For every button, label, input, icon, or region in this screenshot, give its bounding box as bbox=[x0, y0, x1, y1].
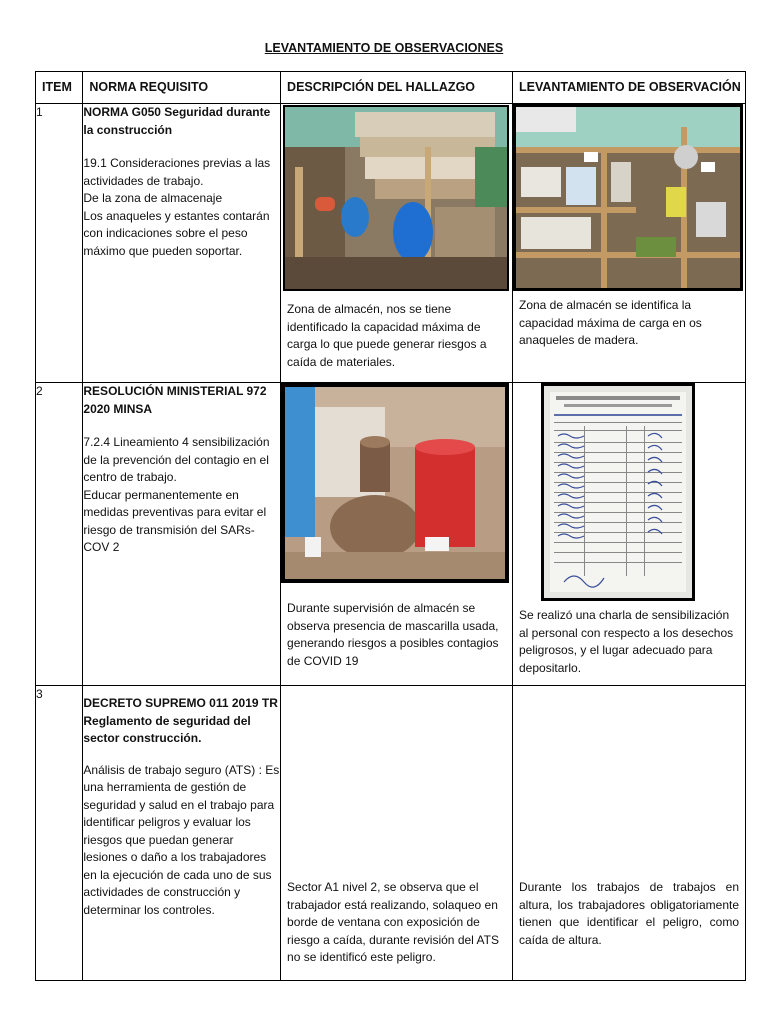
header-levantamiento: LEVANTAMIENTO DE OBSERVACIÓN bbox=[513, 72, 746, 104]
item-number: 2 bbox=[36, 383, 83, 686]
levantamiento-text: Se realizó una charla de sensibilización al personal con respecto a los desechos peligrosos, y el lugar adecuado para depositarlo. bbox=[519, 608, 734, 675]
header-descripcion: DESCRIPCIÓN DEL HALLAZGO bbox=[281, 72, 513, 104]
levantamiento-cell bbox=[513, 104, 746, 383]
observations-table bbox=[35, 71, 746, 981]
norma-cell bbox=[83, 383, 281, 686]
descripcion-cell bbox=[281, 686, 513, 981]
labeled-shelves-photo bbox=[513, 104, 743, 291]
warehouse-shelves-photo bbox=[283, 105, 509, 291]
levantamiento-cell bbox=[513, 686, 746, 981]
used-mask-photo bbox=[281, 383, 509, 583]
table-row bbox=[36, 383, 746, 686]
table-row bbox=[36, 104, 746, 383]
descripcion-text: Durante supervisión de almacén se observa presencia de mascarilla usada, generando riesgos a posibles contagios de COVID 19 bbox=[287, 601, 499, 668]
header-item: ITEM bbox=[36, 72, 83, 104]
levantamiento-text: Durante los trabajos de trabajos en altura, los trabajadores obligatoriamente tienen que identificar el peligro, como caída de altura. bbox=[519, 880, 739, 947]
descripcion-cell bbox=[281, 383, 513, 686]
descripcion-text: Zona de almacén, nos se tiene identificado la capacidad máxima de carga lo que puede generar riesgos a caída de materiales. bbox=[287, 302, 487, 369]
table-header-row bbox=[36, 72, 746, 104]
norma-cell bbox=[83, 686, 281, 981]
table-row bbox=[36, 686, 746, 981]
norma-body: Análisis de trabajo seguro (ATS) : Es una herramienta de gestión de seguridad y salud en el trabajo para identificar peligros y evaluar los riesgos que puedan generar lesiones o daño a los trabajadores en la ejecución de cada uno de sus actividades de construcción y determinar los controles. bbox=[83, 762, 280, 917]
item-number: 1 bbox=[36, 104, 83, 383]
norma-body: 19.1 Consideraciones previas a las actividades de trabajo. De la zona de almacenaje Los anaqueles y estantes contarán con indicaciones sobre el peso máximo que pueden soportar. bbox=[83, 156, 271, 258]
attendance-sheet-photo bbox=[541, 383, 695, 601]
norma-title: DECRETO SUPREMO 011 2019 TR Reglamento de seguridad del sector construcción. bbox=[83, 696, 278, 745]
item-number: 3 bbox=[36, 686, 83, 981]
levantamiento-text: Zona de almacén se identifica la capacidad máxima de carga en os anaqueles de madera. bbox=[519, 298, 702, 347]
document-title: LEVANTAMIENTO DE OBSERVACIONES bbox=[264, 41, 504, 55]
descripcion-text: Sector A1 nivel 2, se observa que el trabajador está realizando, solaqueo en borde de ventana con exposición de riesgo a caída, durante revisión del ATS no se identificó este peligro. bbox=[287, 880, 499, 964]
norma-cell bbox=[83, 104, 281, 383]
header-norma: NORMA REQUISITO bbox=[83, 72, 281, 104]
descripcion-cell bbox=[281, 104, 513, 383]
norma-title: NORMA G050 Seguridad durante la construcción bbox=[83, 105, 271, 137]
norma-title: RESOLUCIÓN MINISTERIAL 972 2020 MINSA bbox=[83, 384, 267, 416]
norma-body: 7.2.4 Lineamiento 4 sensibilización de la prevención del contagio en el centro de trabajo. Educar permanentemente en medidas preventivas para evitar el riesgo de transmisión del SARs- COV 2 bbox=[83, 435, 270, 554]
levantamiento-cell bbox=[513, 383, 746, 686]
